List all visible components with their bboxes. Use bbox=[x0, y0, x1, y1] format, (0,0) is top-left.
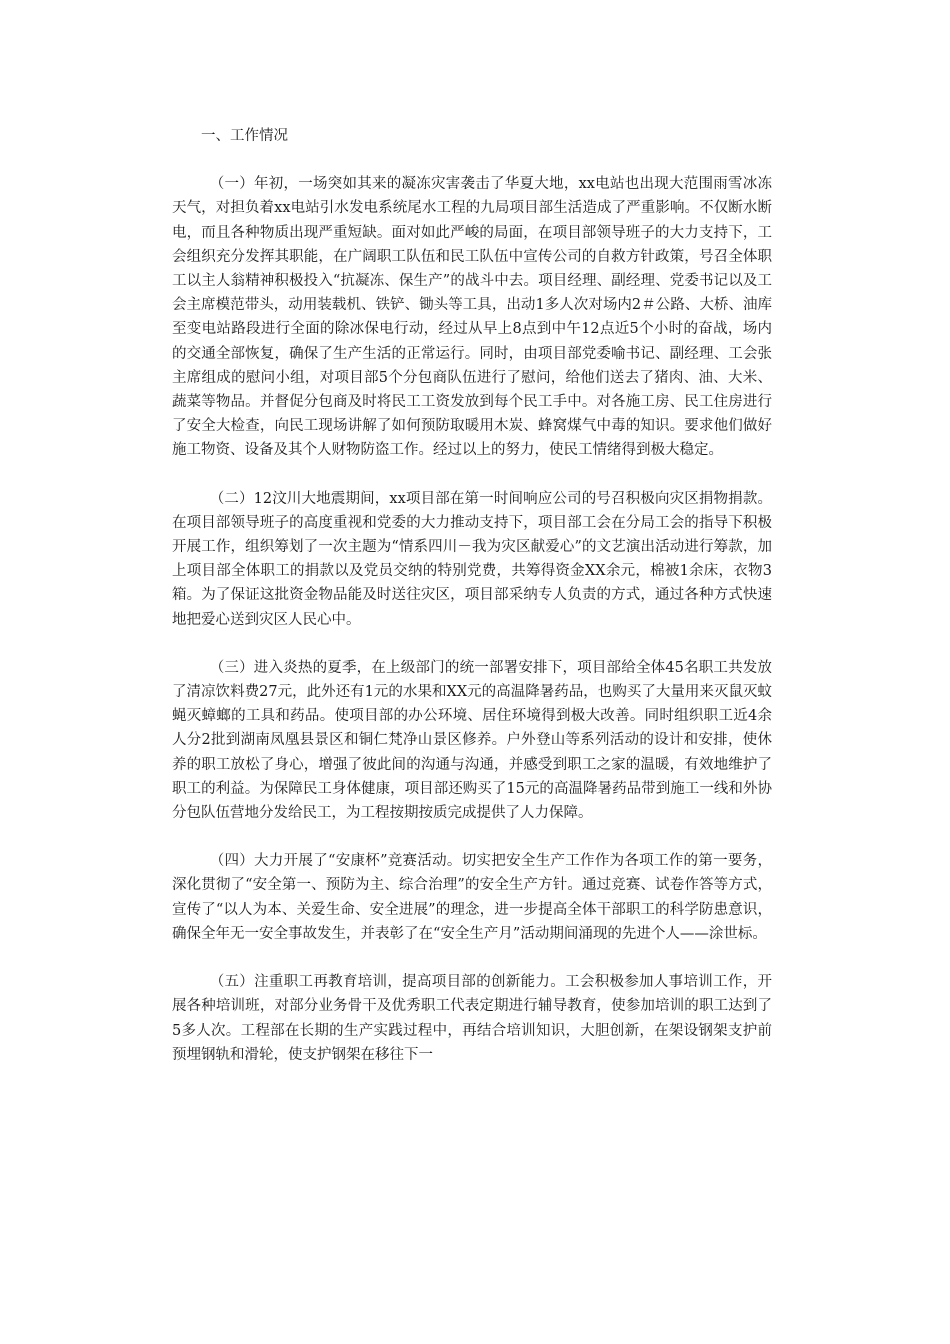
paragraph-1: （一）年初，一场突如其来的凝冻灾害袭击了华夏大地，xx电站也出现大范围雨雪冰冻天气，对担负着xx电站引水发电系统尾水工程的九局项目部生活造成了严重影响。不仅断水断电，而且各种物质出现严重短缺。面对如此严峻的局面，在项目部领导班子的大力支持下，工会组织充分发挥其职能，在广阔职工队伍和民工队伍中宣传公司的自救方针政策，号召全体职工以主人翁精神积极投入“抗凝冻、保生产”的战斗中去。项目经理、副经理、党委书记以及工会主席模范带头，动用装载机、铁铲、锄头等工具，出动1多人次对场内2＃公路、大桥、油库至变电站路段进行全面的除冰保电行动，经过从早上8点到中午12点近5个小时的奋战，场内的交通全部恢复，确保了生产生活的正常运行。同时，由项目部党委喻书记、副经理、工会张主席组成的慰问小组，对项目部5个分包商队伍进行了慰问，给他们送去了猪肉、油、大米、蔬菜等物品。并督促分包商及时将民工工资发放到每个民工手中。对各施工房、民工住房进行了安全大检查，向民工现场讲解了如何预防取暖用木炭、蜂窝煤气中毒的知识。要求他们做好施工物资、设备及其个人财物防盗工作。经过以上的努力，使民工情绪得到极大稳定。 bbox=[172, 176, 772, 459]
paragraph-5: （五）注重职工再教育培训，提高项目部的创新能力。工会积极参加人事培训工作，开展各种培训班，对部分业务骨干及优秀职工代表定期进行辅导教育，使参加培训的职工达到了5多人次。工程部在长期的生产实践过程中，再结合培训知识，大胆创新，在架设钢架支护前预埋钢轨和滑轮，使支护钢架在移往下一 bbox=[172, 974, 772, 1063]
paragraph-3: （三）进入炎热的夏季，在上级部门的统一部署安排下，项目部给全体45名职工共发放了清凉饮料费27元，此外还有1元的水果和XX元的高温降暑药品，也购买了大量用来灭鼠灭蚊蝇灭蟑螂的工具和药品。使项目部的办公环境、居住环境得到极大改善。同时组织职工近4余人分2批到湖南凤凰县景区和铜仁梵净山景区修养。户外登山等系列活动的设计和安排，使休养的职工放松了身心，增强了彼此间的沟通与沟通，并感受到职工之家的温暖，有效地维护了职工的利益。为保障民工身体健康，项目部还购买了15元的高温降暑药品带到施工一线和外协分包队伍营地分发给民工，为工程按期按质完成提供了人力保障。 bbox=[172, 659, 772, 822]
paragraph-2: （二）12汶川大地震期间，xx项目部在第一时间响应公司的号召积极向灾区捐物捐款。在项目部领导班子的高度重视和党委的大力推动支持下，项目部工会在分局工会的指导下积极开展工作，组织筹划了一次主题为“情系四川－我为灾区献爱心”的文艺演出活动进行筹款，加上项目部全体职工的捐款以及党员交纳的特别党费，共筹得资金XX余元，棉被1余床，衣物3箱。为了保证这批资金物品能及时送往灾区，项目部采纳专人负责的方式，通过各种方式快速地把爱心送到灾区人民心中。 bbox=[172, 490, 772, 628]
section-heading: 一、工作情况 bbox=[201, 128, 288, 144]
paragraph-4: （四）大力开展了“安康杯”竞赛活动。切实把安全生产工作作为各项工作的第一要务，深化贯彻了“安全第一、预防为主、综合治理”的安全生产方针。通过竞赛、试卷作答等方式，宣传了“以人为本、关爱生命、安全进展”的理念，进一步提高全体干部职工的科学防患意识，确保全年无一安全事故发生，并表彰了在“安全生产月”活动期间涌现的先进个人——涂世标。 bbox=[172, 853, 772, 942]
document-body bbox=[172, 124, 772, 1091]
